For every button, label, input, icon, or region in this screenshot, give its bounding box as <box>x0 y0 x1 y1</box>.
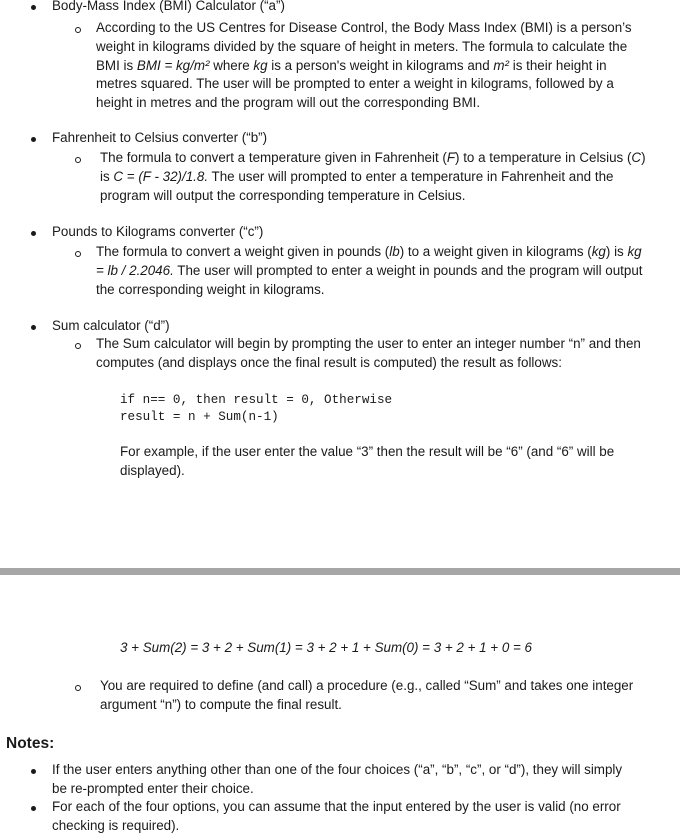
page-divider <box>0 568 680 575</box>
sum-description: The Sum calculator will begin by prompting the user to enter an integer number “n” and then computes (and displays once the final result is computed) the result as follows: <box>96 336 641 370</box>
bullet-icon <box>31 137 36 142</box>
bmi-description: According to the US Centres for Disease Control, the Body Mass Index (BMI) is a person’s weight in kilograms divided by the square of height in meters. The formula to calculate the BMI is BMI = kg/m² where kg is a person's weight in kilograms and m² is their height in metres squared. The user will be prompted to enter a weight in kilograms, followed by a height in metres and the program will out the corresponding BMI. <box>96 20 632 111</box>
sub-bullet-icon <box>75 343 81 349</box>
note-item: For each of the four options, you can assume that the input entered by the user is valid (no error checking is required). <box>52 799 621 833</box>
sub-bullet-icon <box>75 685 81 691</box>
section-title-lb2kg: Pounds to Kilograms converter (“c”) <box>52 224 264 239</box>
sum-expansion: 3 + Sum(2) = 3 + 2 + Sum(1) = 3 + 2 + 1 + Sum(0) = 3 + 2 + 1 + 0 = 6 <box>120 640 533 655</box>
note-item: If the user enters anything other than one of the four choices (“a”, “b”, “c”, or “d”), they will simply be re-prompted enter their choice. <box>52 762 623 796</box>
section-title-f2c: Fahrenheit to Celsius converter (“b”) <box>52 130 268 145</box>
bmi-formula: BMI = kg/m² <box>136 57 210 73</box>
sub-bullet-icon <box>75 251 81 257</box>
bullet-icon <box>31 769 36 774</box>
code-line-1: if n== 0, then result = 0, Otherwise <box>120 393 393 407</box>
bullet-icon <box>31 325 36 330</box>
lb2kg-formula: kg = lb / 2.2046. <box>96 244 642 278</box>
sub-bullet-icon <box>75 27 81 33</box>
section-title-sum: Sum calculator (“d”) <box>52 318 170 333</box>
sub-bullet-icon <box>75 157 81 163</box>
bullet-icon <box>31 806 36 811</box>
sum-procedure: You are required to define (and call) a procedure (e.g., called “Sum” and takes one integer argument “n”) to compute the final result. <box>100 678 634 712</box>
f2c-description: The formula to convert a temperature given in Fahrenheit (F) to a temperature in Celsius (C) is C = (F - 32)/1.8. The user will prompted to enter a temperature in Fahrenheit and the program will output the corresponding temperature in Celsius. <box>100 150 646 203</box>
lb2kg-description: The formula to convert a weight given in pounds (lb) to a weight given in kilograms (kg) is kg = lb / 2.2046. The user will prompted to enter a weight in pounds and the program will output the corresponding weight in kilograms. <box>96 244 643 297</box>
section-title-bmi: Body-Mass Index (BMI) Calculator (“a”) <box>52 0 285 13</box>
bullet-icon <box>31 231 36 236</box>
f2c-formula: C = (F - 32)/1.8. <box>113 168 209 184</box>
bullet-icon <box>31 5 36 10</box>
code-line-2: result = n + Sum(n-1) <box>120 410 279 424</box>
sum-example: For example, if the user enter the value “3” then the result will be “6” (and “6” will be displayed). <box>120 444 615 478</box>
notes-heading: Notes: <box>6 735 55 752</box>
